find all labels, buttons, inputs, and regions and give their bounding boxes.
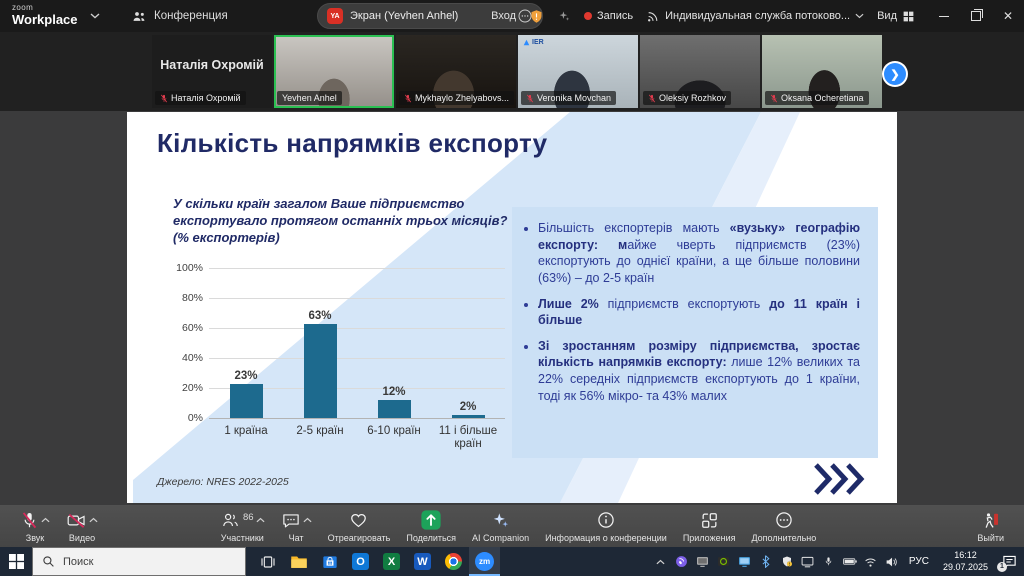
word-logo: W [414,553,431,570]
toolbar-item-label: Звук [25,533,45,543]
file-explorer-icon[interactable] [283,547,314,576]
ms-store-icon [322,554,338,570]
toolbar-item-icon-row [220,509,265,531]
bar [304,324,337,419]
stream-label: Индивидуальная служба потоково... [665,10,851,22]
chevron-up-small [256,517,265,523]
search-input[interactable] [32,547,246,576]
bullet-panel [512,207,878,458]
bar-value-label: 2% [459,401,477,413]
toolbar-share-screen[interactable] [398,505,464,547]
chevron-up-small [41,517,50,523]
toolbar-item-icon-row [699,509,720,531]
chrome-logo [445,553,462,570]
toolbar-item-label: Отреагировать [327,533,391,543]
ms-store-icon[interactable] [314,547,345,576]
mic-muted-small-icon [160,94,168,103]
start-button[interactable] [0,547,32,576]
participant-name: Mykhaylo Zhelyabovs... [415,93,510,103]
x-axis-category: 2-5 країн [296,425,344,437]
bar [230,384,263,419]
outlook-logo: O [352,553,369,570]
view-button[interactable] [877,10,915,23]
chevron-down-icon [855,13,864,19]
display-icon[interactable] [738,555,752,569]
presentation-slide [127,112,897,503]
toolbar-item-label: Чат [288,533,304,543]
meeting-toolbar [0,505,1024,547]
toolbar-item-icon-row [66,509,98,531]
toolbar-item-icon-row [281,509,312,531]
video-tile[interactable] [152,35,272,108]
react-heart-icon [348,511,369,530]
bullet-item: • Лише 2% підприємств експортують до 11 країн і більше [538,296,860,329]
chevron-down-icon[interactable] [90,13,100,19]
excel-icon[interactable] [376,547,407,576]
participant-label [277,91,342,105]
toolbar-item-icon-row [774,509,794,531]
participant-name: Наталія Охромій [171,93,241,103]
clock-time: 16:12 [954,550,977,561]
y-axis-tick: 80% [181,292,203,304]
nvidia-icon[interactable] [717,555,731,569]
toolbar-chat[interactable] [273,505,320,547]
tab-screen-share-label: Экран (Yevhen Anhel) [350,10,459,22]
triple-chevron-icon [810,461,866,497]
bar-value-label: 23% [234,369,258,382]
toolbar-item-label: Дополнительно [751,533,817,543]
volume-icon[interactable] [885,555,899,569]
bullet-list [522,220,860,404]
toolbar-info[interactable] [537,505,675,547]
y-axis-tick: 60% [181,322,203,334]
participant-name: Oleksiy Rozhkov [659,93,727,103]
share-screen-icon [420,509,442,531]
y-axis-tick: 0% [187,412,203,424]
bar-value-label: 63% [308,309,332,322]
ai-companion-icon [490,511,511,530]
participant-label [521,91,616,105]
more-icon [774,510,794,530]
participant-label [399,91,514,105]
participant-name: Yevhen Anhel [282,93,337,103]
word-icon[interactable] [407,547,438,576]
toolbar-leave[interactable] [969,505,1012,547]
tab-conference-label: Конференция [154,10,228,22]
task-view-icon[interactable] [252,547,283,576]
toolbar-item-icon-row [420,509,442,531]
chevron-up-icon[interactable] [654,555,668,569]
microphone-icon[interactable] [822,555,836,569]
toolbar-item-label: AI Companion [472,533,530,543]
video-strip [0,32,1024,111]
toolbar-mic-muted[interactable] [12,505,58,547]
video-tile[interactable] [762,35,882,108]
toolbar-item-label: Информация о конференции [545,533,667,543]
taskbar-apps [252,547,500,576]
y-axis-tick: 100% [176,262,203,274]
ier-logo-text: IER [532,39,544,46]
clock-date: 29.07.2025 [942,561,988,572]
chat-icon [281,511,301,530]
mic-muted-small-icon [770,94,778,103]
participants-icon [220,511,241,530]
gridline [209,418,505,419]
windows-taskbar [0,547,1024,576]
y-axis-tick: 40% [181,352,203,364]
chrome-icon[interactable] [438,547,469,576]
live-stream-selector[interactable] [646,10,864,23]
video-tiles [152,35,882,108]
bullet-item: • Більшість експортерів мають «вузьку» географію експорту: майже чверть підприємств (23%) експортують до однієї країни, а ще більше половини (63%) – до 2-5 країн [538,220,860,287]
minimize-button[interactable] [928,0,960,32]
x-axis-category: 6-10 країн [367,425,421,437]
bar-chart [173,262,507,480]
toolbar-item-label: Поделиться [406,533,457,543]
video-tile[interactable] [396,35,516,108]
tab-conference[interactable] [126,0,234,32]
toolbar-item-icon-row [980,509,1001,531]
screen-cast-icon[interactable] [801,555,815,569]
screen-share-badge: YA [327,8,343,24]
toolbar-item-label: Выйти [977,533,1004,543]
zoom-logo: zm [475,552,494,571]
view-label: Вид [877,10,897,22]
mic-muted-icon [20,511,39,530]
restore-button[interactable] [960,0,992,32]
chart-plot-area [209,268,505,418]
file-explorer-icon [290,555,308,569]
record-dot-icon [584,12,592,20]
chart-question: У скільки країн загалом Ваше підприємство експортувало протягом останніх трьох місяців? (% експортерів) [173,196,508,245]
brand-zoom: zoom [12,3,34,12]
chevron-up-small [303,517,312,523]
grid-view-icon [902,10,915,23]
participants-count: 86 [243,512,254,523]
toolbar-item-label: Участники [220,533,264,543]
toolbar-item-label: Видео [68,533,96,543]
chart-column [209,268,283,418]
source-note: Джерело: NRES 2022-2025 [157,476,289,488]
network-icon[interactable] [864,555,878,569]
slide-title: Кількість напрямків експорту [157,128,548,158]
participant-label [155,91,246,105]
bluetooth-icon[interactable] [759,555,773,569]
chart-column [431,268,505,418]
info-icon [596,510,616,530]
toolbar-video-muted[interactable] [58,505,106,547]
leave-icon [980,511,1001,530]
shared-screen-area [0,111,1024,505]
task-view-icon [260,555,276,569]
video-muted-icon [66,511,87,530]
toolbar-apps[interactable] [675,505,744,547]
security-shield-icon[interactable] [529,9,544,24]
chevron-up-small [89,517,98,523]
window-titlebar [0,0,1024,32]
mic-muted-small-icon [648,94,656,103]
participant-label [765,91,869,105]
toolbar-item-icon-row [490,509,511,531]
people-icon [132,10,147,23]
zoom-workplace-logo [12,4,78,26]
toolbar-more[interactable] [743,505,824,547]
apps-icon [699,511,720,530]
mic-muted-small-icon [526,94,534,103]
video-tile[interactable] [640,35,760,108]
toolbar-item-label: Приложения [682,533,736,543]
chart-column [283,268,357,418]
viber-icon[interactable] [675,555,689,569]
bar [378,400,411,418]
toolbar-participants[interactable] [212,505,273,547]
remote-app-icon[interactable] [696,555,710,569]
toolbar-item-icon-row [348,509,369,531]
participant-label [643,91,731,105]
video-tile[interactable] [274,35,394,108]
chart-column [357,268,431,418]
toolbar-react-heart[interactable] [320,505,399,547]
toolbar-ai-companion[interactable] [464,505,537,547]
search-icon [42,555,55,568]
battery-icon[interactable] [843,555,857,569]
participant-name: Oksana Ocheretiana [781,93,864,103]
recording-indicator [584,10,633,22]
toolbar-item-icon-row [596,509,616,531]
mic-muted-small-icon [404,94,412,103]
security-warning-icon[interactable] [780,555,794,569]
y-axis-tick: 20% [181,382,203,394]
search-placeholder: Поиск [63,555,94,568]
outlook-icon[interactable] [345,547,376,576]
zoom-app-icon[interactable] [469,547,500,576]
x-axis-labels [209,425,505,451]
participant-name-center: Наталія Охромій [160,57,264,72]
next-participants-button[interactable]: ❯ [884,63,906,85]
bullet-item: • Зі зростанням розміру підприємства, зростає кількість напрямків експорту: лише 12% великих та 22% середніх підприємств експортують до 1 країни, тоді як 56% мікро- та 43% малих [538,338,860,405]
notification-center-icon[interactable] [999,553,1019,571]
bar-value-label: 12% [382,386,406,398]
system-tray [654,547,1024,576]
sparkle-icon[interactable] [557,9,571,23]
close-button[interactable]: ✕ [1002,9,1014,23]
record-label: Запись [597,10,634,22]
toolbar-item-icon-row [20,509,50,531]
participant-name: Veronika Movchan [537,93,612,103]
broadcast-icon [646,10,660,23]
x-axis-category: 1 країна [224,425,268,437]
bar [452,415,485,418]
ier-logo [523,39,544,46]
video-tile[interactable] [518,35,638,108]
excel-logo: X [383,553,400,570]
taskbar-clock[interactable] [943,550,988,573]
language-indicator[interactable]: РУС [908,556,929,567]
signin-button[interactable]: Вход [491,10,517,22]
brand-workplace: Workplace [12,12,78,27]
notification-badge: 1 [997,562,1007,572]
x-axis-category: 11 і більше країн [438,425,498,451]
